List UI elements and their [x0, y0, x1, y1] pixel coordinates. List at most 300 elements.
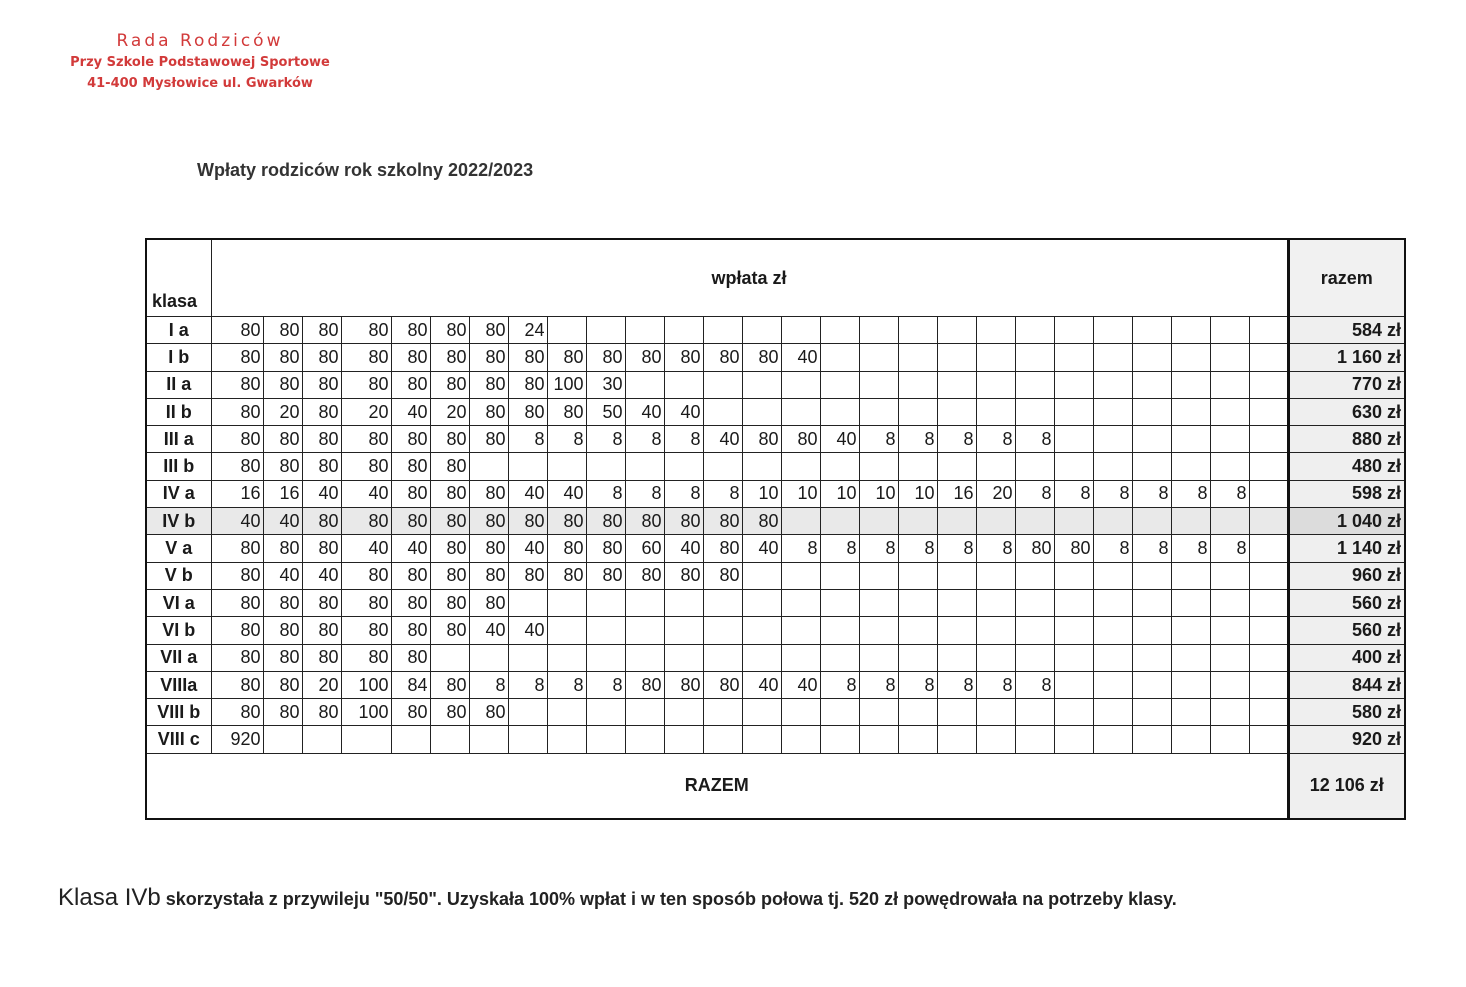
payment-cell: 80 — [302, 317, 341, 344]
payment-cell — [1015, 344, 1054, 371]
payment-cell — [1249, 453, 1288, 480]
payment-cell: 40 — [664, 398, 703, 425]
payment-cell — [1210, 644, 1249, 671]
payment-cell — [898, 699, 937, 726]
payment-cell — [781, 562, 820, 589]
payment-cell: 40 — [742, 535, 781, 562]
table-footer-row — [146, 753, 1405, 819]
payment-cell — [859, 644, 898, 671]
payment-cell: 8 — [976, 535, 1015, 562]
payment-cell: 920 — [211, 726, 263, 753]
payment-cell: 40 — [820, 426, 859, 453]
payment-cell: 8 — [664, 480, 703, 507]
payment-cell — [1132, 426, 1171, 453]
payment-cell — [1054, 344, 1093, 371]
payment-cell: 80 — [263, 344, 302, 371]
payment-cell — [1093, 589, 1132, 616]
payment-cell — [937, 344, 976, 371]
payment-cell: 80 — [625, 344, 664, 371]
payment-cell — [586, 453, 625, 480]
payment-cell — [742, 644, 781, 671]
payment-cell: 80 — [211, 344, 263, 371]
payment-cell: 80 — [547, 562, 586, 589]
payment-cell — [976, 617, 1015, 644]
payment-cell — [1132, 617, 1171, 644]
payment-cell: 10 — [742, 480, 781, 507]
payment-cell: 40 — [469, 617, 508, 644]
payment-cell — [1015, 562, 1054, 589]
table-row — [146, 589, 1405, 616]
grand-total: 12 106 zł — [1288, 753, 1405, 819]
payment-cell — [1249, 726, 1288, 753]
payment-cell — [742, 398, 781, 425]
payment-cell — [1249, 671, 1288, 698]
payment-cell: 40 — [781, 671, 820, 698]
payment-cell: 80 — [508, 344, 547, 371]
payment-cell — [1249, 644, 1288, 671]
payment-cell — [781, 398, 820, 425]
note — [58, 884, 1438, 912]
payment-cell: 8 — [664, 426, 703, 453]
payment-cell: 80 — [547, 344, 586, 371]
payment-cell — [820, 508, 859, 535]
payment-cell — [1054, 562, 1093, 589]
payment-cell — [1093, 426, 1132, 453]
payment-cell — [508, 726, 547, 753]
payment-cell: 8 — [898, 671, 937, 698]
payment-cell — [1171, 562, 1210, 589]
payment-cell — [898, 644, 937, 671]
payment-cell: 80 — [302, 617, 341, 644]
payment-cell: 80 — [263, 453, 302, 480]
payment-cell: 8 — [1093, 480, 1132, 507]
payment-cell: 8 — [976, 426, 1015, 453]
class-label: II a — [146, 371, 211, 398]
payment-cell — [586, 617, 625, 644]
payment-cell: 80 — [302, 371, 341, 398]
payment-cell — [1054, 398, 1093, 425]
payment-cell: 8 — [625, 426, 664, 453]
payment-cell — [1249, 426, 1288, 453]
payment-cell — [547, 317, 586, 344]
payment-cell — [937, 562, 976, 589]
payment-cell — [1015, 371, 1054, 398]
class-label: II b — [146, 398, 211, 425]
payment-cell — [1093, 371, 1132, 398]
payment-cell — [1132, 508, 1171, 535]
payment-cell — [1210, 562, 1249, 589]
payment-cell: 8 — [703, 480, 742, 507]
payment-cell: 16 — [937, 480, 976, 507]
payment-cell: 80 — [1054, 535, 1093, 562]
payment-cell: 40 — [508, 480, 547, 507]
payment-cell — [1249, 617, 1288, 644]
payment-cell — [547, 617, 586, 644]
payment-cell — [859, 562, 898, 589]
row-total: 480 zł — [1288, 453, 1405, 480]
payment-cell: 80 — [263, 535, 302, 562]
payment-cell: 8 — [859, 535, 898, 562]
payment-cell: 20 — [263, 398, 302, 425]
row-total: 1 140 zł — [1288, 535, 1405, 562]
payment-cell: 80 — [664, 508, 703, 535]
payment-cell — [1093, 453, 1132, 480]
payment-cell — [1132, 644, 1171, 671]
payment-cell: 40 — [391, 398, 430, 425]
payment-cell: 80 — [430, 562, 469, 589]
payment-cell — [1054, 699, 1093, 726]
payment-cell — [1093, 617, 1132, 644]
payment-cell: 80 — [302, 398, 341, 425]
payment-cell: 40 — [781, 344, 820, 371]
payment-cell — [859, 453, 898, 480]
payment-cell — [1132, 589, 1171, 616]
payment-cell — [625, 644, 664, 671]
payment-cell — [1015, 644, 1054, 671]
payment-cell: 8 — [547, 671, 586, 698]
note-text: skorzystała z przywileju "50/50". Uzyskała 100% wpłat i w ten sposób połowa tj. 520 zł powędrowała na potrzeby klasy. — [160, 889, 1177, 909]
payment-cell — [820, 344, 859, 371]
row-total: 400 zł — [1288, 644, 1405, 671]
payment-cell — [1015, 508, 1054, 535]
payment-cell — [898, 589, 937, 616]
payment-cell: 80 — [211, 562, 263, 589]
class-label: IV b — [146, 508, 211, 535]
payment-cell: 80 — [547, 398, 586, 425]
payment-cell — [937, 317, 976, 344]
payment-cell: 40 — [508, 617, 547, 644]
payment-cell: 8 — [1210, 535, 1249, 562]
payment-cell: 8 — [1015, 671, 1054, 698]
payment-cell — [1093, 317, 1132, 344]
payment-cell — [820, 371, 859, 398]
payment-cell: 80 — [469, 562, 508, 589]
payment-cell — [1249, 535, 1288, 562]
payment-cell: 16 — [263, 480, 302, 507]
payment-cell — [1093, 508, 1132, 535]
payment-cell — [976, 726, 1015, 753]
payment-cell: 80 — [391, 371, 430, 398]
razem-header: razem — [1288, 239, 1405, 317]
row-total: 1 160 zł — [1288, 344, 1405, 371]
payment-cell — [1171, 589, 1210, 616]
class-label: VIIIa — [146, 671, 211, 698]
table-header-row — [146, 239, 1405, 317]
payment-cell — [1132, 317, 1171, 344]
payment-cell: 80 — [391, 480, 430, 507]
payment-cell: 40 — [625, 398, 664, 425]
payment-cell: 80 — [703, 671, 742, 698]
payment-cell — [898, 453, 937, 480]
payment-cell — [937, 644, 976, 671]
payment-cell: 80 — [341, 508, 391, 535]
stamp-line-2: Przy Szkole Podstawowej Sportowe — [70, 55, 330, 70]
payment-cell: 80 — [430, 671, 469, 698]
payment-cell: 80 — [469, 589, 508, 616]
payment-cell — [1249, 589, 1288, 616]
payment-cell: 20 — [302, 671, 341, 698]
payment-cell — [1210, 426, 1249, 453]
payment-cell: 50 — [586, 398, 625, 425]
payment-cell — [898, 726, 937, 753]
payment-cell: 80 — [664, 344, 703, 371]
payment-cell: 80 — [302, 535, 341, 562]
row-total: 960 zł — [1288, 562, 1405, 589]
payment-cell — [898, 562, 937, 589]
row-total: 880 zł — [1288, 426, 1405, 453]
class-label: V b — [146, 562, 211, 589]
row-total: 630 zł — [1288, 398, 1405, 425]
table-row — [146, 480, 1405, 507]
payment-cell — [820, 317, 859, 344]
payment-cell — [703, 317, 742, 344]
payment-cell — [976, 344, 1015, 371]
row-total: 560 zł — [1288, 589, 1405, 616]
payment-cell: 8 — [469, 671, 508, 698]
payment-cell: 8 — [586, 480, 625, 507]
payment-cell — [859, 508, 898, 535]
payment-cell — [1210, 589, 1249, 616]
payment-cell: 80 — [508, 508, 547, 535]
payment-cell — [1171, 617, 1210, 644]
payment-cell — [820, 644, 859, 671]
payment-cell: 80 — [391, 317, 430, 344]
payment-cell: 80 — [302, 508, 341, 535]
payment-cell: 80 — [742, 508, 781, 535]
payment-cell: 100 — [341, 671, 391, 698]
payment-cell — [937, 726, 976, 753]
payment-cell: 8 — [508, 671, 547, 698]
note-lead: Klasa IVb — [58, 884, 161, 911]
payment-cell — [547, 453, 586, 480]
payment-cell: 80 — [469, 480, 508, 507]
table-row — [146, 398, 1405, 425]
payment-cell — [625, 699, 664, 726]
payment-cell: 80 — [211, 398, 263, 425]
payment-cell — [1054, 426, 1093, 453]
payment-cell — [937, 617, 976, 644]
payment-cell — [781, 508, 820, 535]
payment-cell — [1171, 671, 1210, 698]
payment-cell — [1171, 398, 1210, 425]
payment-cell — [976, 317, 1015, 344]
razem-footer-label: RAZEM — [146, 753, 1288, 819]
payment-cell — [820, 617, 859, 644]
payment-cell — [547, 644, 586, 671]
payment-cell — [1054, 644, 1093, 671]
payment-cell: 40 — [547, 480, 586, 507]
payment-cell: 8 — [1132, 480, 1171, 507]
payment-cell — [625, 726, 664, 753]
payment-cell: 80 — [625, 671, 664, 698]
payment-cell — [586, 726, 625, 753]
payment-cell — [1171, 371, 1210, 398]
payment-cell: 60 — [625, 535, 664, 562]
payment-cell: 40 — [263, 508, 302, 535]
payment-cell: 24 — [508, 317, 547, 344]
payment-cell — [1093, 562, 1132, 589]
payment-cell: 8 — [937, 671, 976, 698]
payment-cell — [664, 644, 703, 671]
payment-cell — [781, 699, 820, 726]
payment-cell — [664, 371, 703, 398]
payment-cell: 80 — [430, 589, 469, 616]
payment-cell: 80 — [703, 508, 742, 535]
payment-cell: 80 — [625, 562, 664, 589]
class-label: VIII c — [146, 726, 211, 753]
payment-cell — [508, 453, 547, 480]
payment-cell — [1054, 726, 1093, 753]
payment-cell — [1015, 317, 1054, 344]
payment-cell: 8 — [1093, 535, 1132, 562]
payment-cell — [703, 398, 742, 425]
payment-cell — [302, 726, 341, 753]
payment-cell — [898, 398, 937, 425]
payment-cell: 80 — [430, 699, 469, 726]
payment-cell: 10 — [859, 480, 898, 507]
payment-cell — [1054, 508, 1093, 535]
payment-cell: 80 — [430, 344, 469, 371]
payment-cell: 80 — [263, 671, 302, 698]
stamp-line-3: 41-400 Mysłowice ul. Gwarków — [87, 76, 313, 91]
payment-cell — [976, 398, 1015, 425]
payment-cell: 80 — [430, 480, 469, 507]
payment-cell — [1249, 562, 1288, 589]
payment-cell: 8 — [898, 426, 937, 453]
payment-cell: 80 — [341, 317, 391, 344]
payment-cell — [586, 317, 625, 344]
payment-cell — [859, 617, 898, 644]
payment-cell: 40 — [341, 535, 391, 562]
payment-cell — [742, 617, 781, 644]
payment-cell: 40 — [742, 671, 781, 698]
payment-cell — [937, 699, 976, 726]
payment-cell: 8 — [1132, 535, 1171, 562]
payment-cell: 80 — [263, 426, 302, 453]
payment-cell — [469, 644, 508, 671]
class-label: I b — [146, 344, 211, 371]
payment-cell: 8 — [976, 671, 1015, 698]
payment-cell — [820, 562, 859, 589]
payment-cell: 80 — [547, 535, 586, 562]
payment-cell — [1210, 453, 1249, 480]
payment-cell — [1054, 589, 1093, 616]
payment-cell: 8 — [859, 671, 898, 698]
payment-cell: 80 — [430, 617, 469, 644]
payment-cell: 80 — [341, 562, 391, 589]
payment-cell: 80 — [625, 508, 664, 535]
payment-cell: 80 — [341, 617, 391, 644]
class-label: VI b — [146, 617, 211, 644]
payment-cell: 80 — [469, 535, 508, 562]
payment-cell: 80 — [508, 371, 547, 398]
payment-cell — [976, 508, 1015, 535]
payment-cell — [703, 699, 742, 726]
payment-cell — [820, 453, 859, 480]
payment-cell: 80 — [703, 535, 742, 562]
payment-cell: 80 — [430, 535, 469, 562]
payment-cell — [937, 508, 976, 535]
payment-cell: 80 — [341, 371, 391, 398]
payment-cell: 80 — [469, 317, 508, 344]
payment-cell — [1054, 617, 1093, 644]
payment-cell — [781, 617, 820, 644]
payment-cell: 80 — [211, 644, 263, 671]
payment-cell: 80 — [211, 426, 263, 453]
payment-cell — [976, 699, 1015, 726]
table-row — [146, 726, 1405, 753]
payment-cell — [664, 699, 703, 726]
payment-cell — [781, 453, 820, 480]
payment-cell: 80 — [469, 398, 508, 425]
payment-cell — [664, 589, 703, 616]
payments-table — [145, 238, 1406, 820]
payment-cell: 84 — [391, 671, 430, 698]
payment-cell — [547, 726, 586, 753]
payment-cell — [664, 726, 703, 753]
payment-cell — [859, 589, 898, 616]
payment-cell: 20 — [430, 398, 469, 425]
payment-cell: 80 — [586, 508, 625, 535]
payment-cell: 8 — [586, 671, 625, 698]
payment-cell — [1015, 726, 1054, 753]
payment-cell: 80 — [341, 589, 391, 616]
payment-cell — [781, 644, 820, 671]
payment-cell: 8 — [625, 480, 664, 507]
payment-cell — [586, 644, 625, 671]
payment-cell — [781, 589, 820, 616]
payment-cell — [1132, 726, 1171, 753]
payment-cell — [976, 371, 1015, 398]
payment-cell: 8 — [1015, 426, 1054, 453]
payment-cell — [1132, 453, 1171, 480]
payment-cell — [1210, 671, 1249, 698]
payment-cell: 80 — [211, 671, 263, 698]
payment-cell — [820, 726, 859, 753]
payment-cell: 20 — [341, 398, 391, 425]
payment-cell: 8 — [547, 426, 586, 453]
payment-cell: 80 — [508, 398, 547, 425]
payment-cell: 80 — [263, 617, 302, 644]
payment-cell: 80 — [211, 453, 263, 480]
payment-cell — [625, 317, 664, 344]
payment-cell — [1249, 699, 1288, 726]
payment-cell — [1171, 508, 1210, 535]
payment-cell — [703, 726, 742, 753]
payment-cell — [1210, 726, 1249, 753]
payment-cell — [1171, 426, 1210, 453]
payment-cell: 80 — [391, 617, 430, 644]
table-row — [146, 699, 1405, 726]
payment-cell — [1249, 371, 1288, 398]
payment-cell — [1132, 398, 1171, 425]
payment-cell: 80 — [302, 699, 341, 726]
payment-cell — [1093, 726, 1132, 753]
payment-cell: 80 — [341, 344, 391, 371]
class-label: VIII b — [146, 699, 211, 726]
class-label: IV a — [146, 480, 211, 507]
payment-cell — [703, 453, 742, 480]
class-label: I a — [146, 317, 211, 344]
table-row — [146, 317, 1405, 344]
payment-cell — [859, 699, 898, 726]
payment-cell: 80 — [263, 371, 302, 398]
payment-cell: 80 — [430, 371, 469, 398]
payment-cell — [742, 371, 781, 398]
payment-cell: 40 — [391, 535, 430, 562]
table-row — [146, 453, 1405, 480]
payment-cell: 80 — [391, 426, 430, 453]
